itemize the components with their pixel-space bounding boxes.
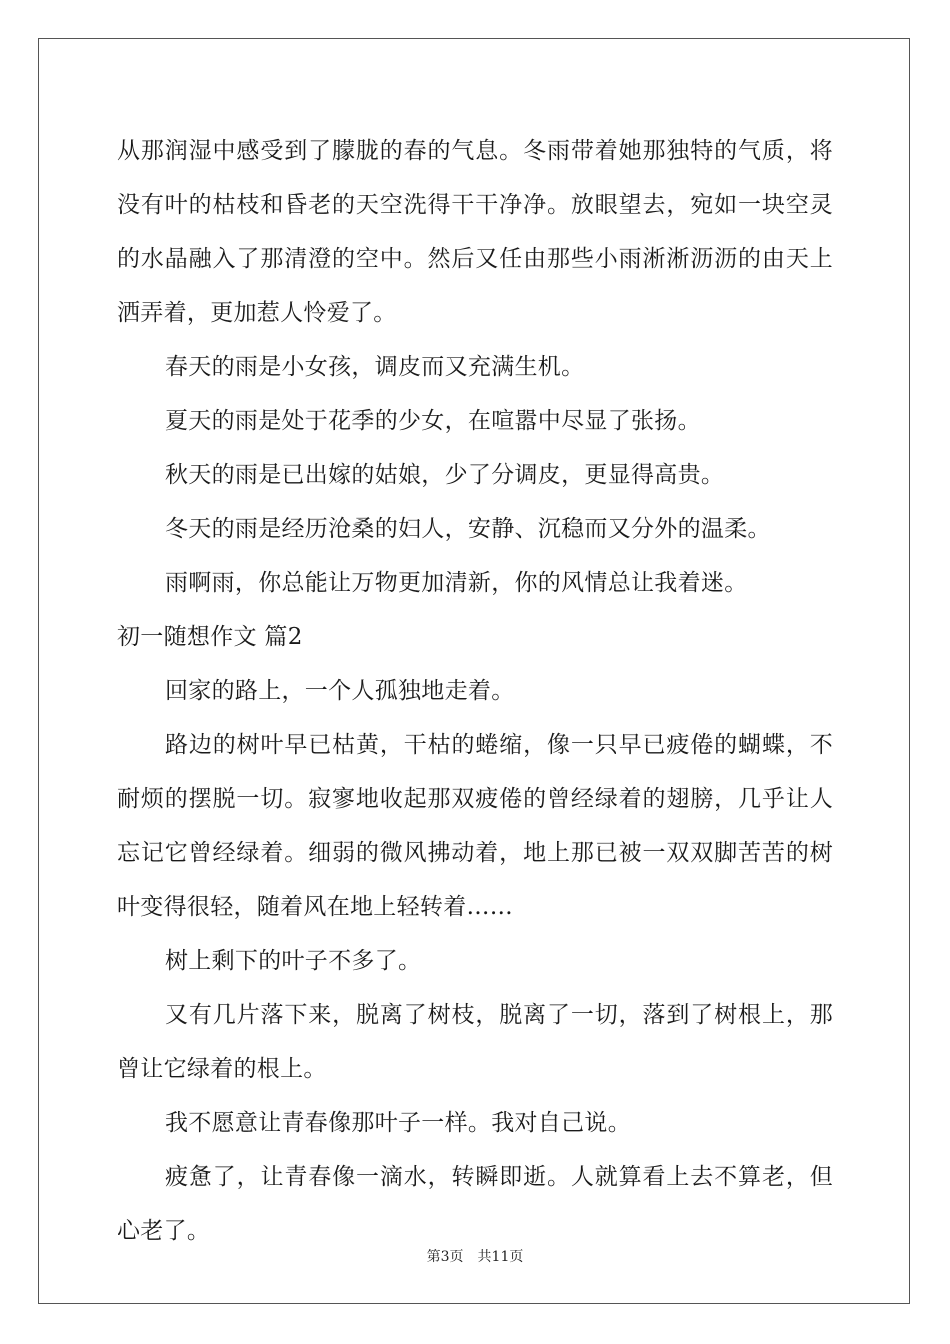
text-line: 曾让它绿着的根上。 bbox=[117, 1056, 327, 1082]
text-line: 春天的雨是小女孩，调皮而又充满生机。 bbox=[165, 354, 585, 380]
text-line: 从那润湿中感受到了朦胧的春的气息。冬雨带着她那独特的气质，将 bbox=[117, 138, 833, 164]
text-line: 忘记它曾经绿着。细弱的微风拂动着，地上那已被一双双脚苦苦的树 bbox=[117, 840, 833, 866]
page-number: 第3页 bbox=[426, 1249, 464, 1265]
text-line: 心老了。 bbox=[117, 1218, 211, 1244]
text-line: 又有几片落下来，脱离了树枝，脱离了一切，落到了树根上，那 bbox=[165, 1002, 833, 1028]
text-line: 初一随想作文 篇2 bbox=[117, 624, 303, 650]
page-footer bbox=[0, 1246, 950, 1266]
text-line: 冬天的雨是经历沧桑的妇人，安静、沉稳而又分外的温柔。 bbox=[165, 516, 771, 542]
text-line: 没有叶的枯枝和昏老的天空洗得干干净净。放眼望去，宛如一块空灵 bbox=[117, 192, 833, 218]
text-line: 的水晶融入了那清澄的空中。然后又任由那些小雨淅淅沥沥的由天上 bbox=[117, 246, 833, 272]
text-line: 雨啊雨，你总能让万物更加清新，你的风情总让我着迷。 bbox=[165, 570, 748, 596]
text-line: 耐烦的摆脱一切。寂寥地收起那双疲倦的曾经绿着的翅膀，几乎让人 bbox=[117, 786, 833, 812]
text-line: 疲惫了，让青春像一滴水，转瞬即逝。人就算看上去不算老，但 bbox=[165, 1164, 833, 1190]
text-line: 叶变得很轻，随着风在地上轻转着…… bbox=[117, 894, 514, 920]
text-line: 回家的路上，一个人孤独地走着。 bbox=[165, 678, 515, 704]
text-line: 洒弄着，更加惹人怜爱了。 bbox=[117, 300, 397, 326]
text-line: 路边的树叶早已枯黄，干枯的蜷缩，像一只早已疲倦的蝴蝶，不 bbox=[165, 732, 833, 758]
total-pages: 共11页 bbox=[477, 1249, 524, 1265]
document-body bbox=[117, 128, 833, 1262]
text-line: 我不愿意让青春像那叶子一样。我对自己说。 bbox=[165, 1110, 631, 1136]
text-line: 秋天的雨是已出嫁的姑娘，少了分调皮，更显得高贵。 bbox=[165, 462, 725, 488]
text-line: 树上剩下的叶子不多了。 bbox=[165, 948, 422, 974]
text-line: 夏天的雨是处于花季的少女，在喧嚣中尽显了张扬。 bbox=[165, 408, 701, 434]
